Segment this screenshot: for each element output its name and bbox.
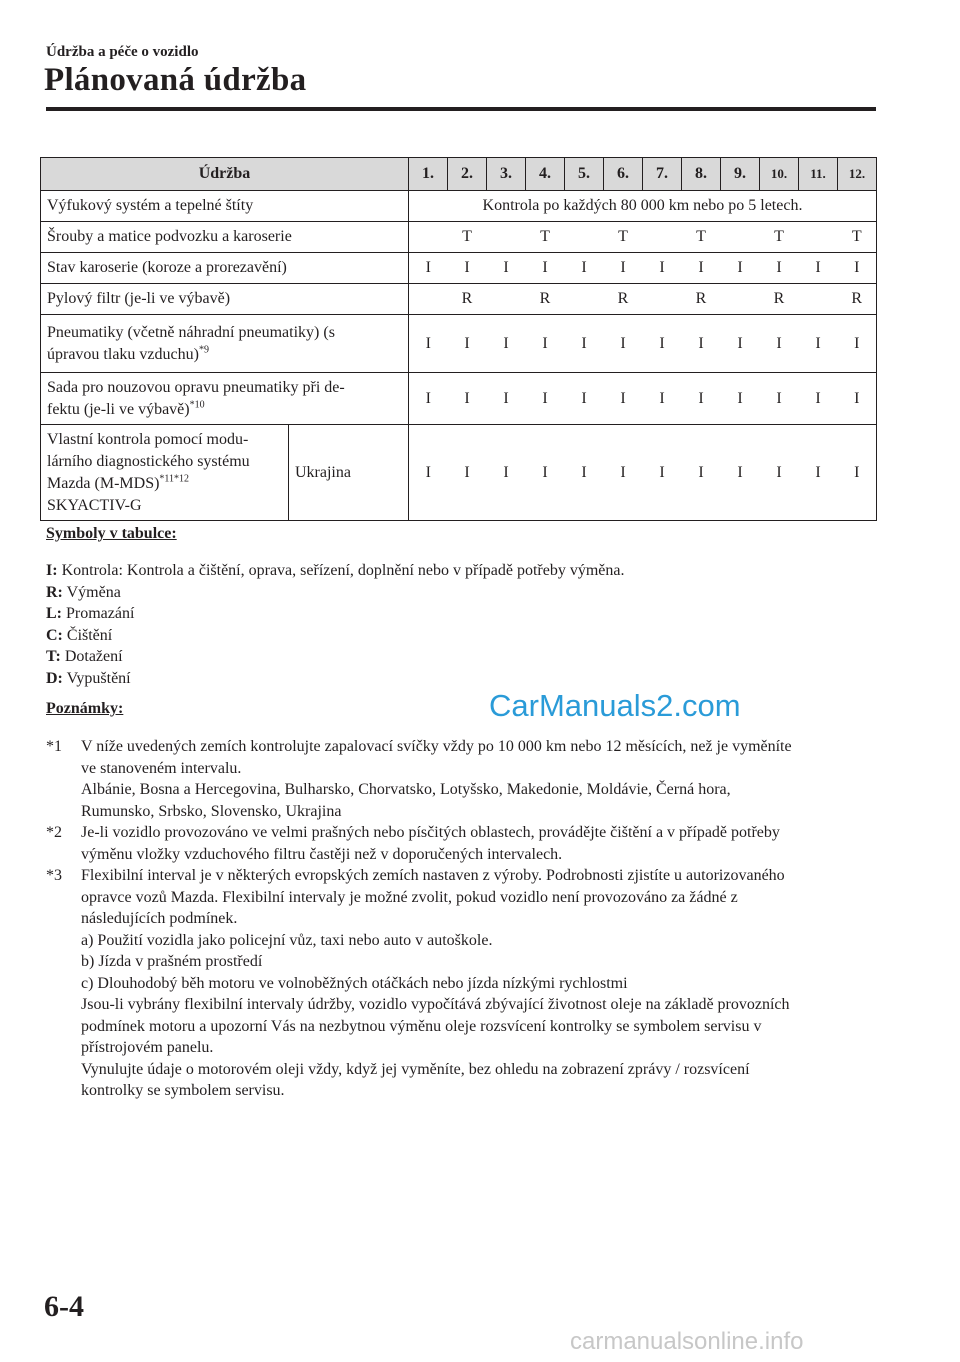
cell (799, 222, 838, 253)
table-row (41, 315, 877, 373)
cell: I (760, 373, 799, 425)
cell: I (526, 315, 565, 373)
symbol-text: Čištění (66, 626, 113, 644)
note-line: Rumunsko, Srbsko, Slovensko, Ukrajina (81, 802, 342, 820)
symbol-text: Výměna (66, 583, 121, 601)
cell: I (838, 425, 877, 521)
cell: I (760, 315, 799, 373)
list-item (46, 625, 625, 647)
list-item (46, 560, 625, 582)
note-line: ve stanoveném intervalu. (81, 759, 242, 777)
cell (565, 284, 604, 315)
header-cell: 9. (721, 158, 760, 191)
table-row (41, 191, 877, 222)
symbol-text: Kontrola: Kontrola a čištění, oprava, seřízení, doplnění nebo v případě potřeby výměna. (61, 562, 625, 579)
cell: I (409, 315, 448, 373)
header-cell: 2. (448, 158, 487, 191)
cell: R (682, 284, 721, 315)
cell: I (565, 253, 604, 284)
cell: I (682, 315, 721, 373)
table-header-row (41, 158, 877, 191)
table-row (41, 253, 877, 284)
note-line: opravce vozů Mazda. Flexibilní intervaly je možné zvolit, pokud vozidlo není provozováno za žádné z (81, 888, 738, 906)
cell: I (799, 425, 838, 521)
cell (643, 222, 682, 253)
table-row (41, 284, 877, 315)
note-line: a) Použití vozidla jako policejní vůz, taxi nebo auto v autoškole. (81, 931, 493, 949)
note-line: Flexibilní interval je v některých evropských zemích nastaven z výroby. Podrobnosti zjistíte u autorizovaného (81, 867, 785, 884)
cell: I (448, 253, 487, 284)
note-line: Je-li vozidlo provozováno ve velmi prašných nebo písčitých oblastech, provádějte čištění a v případě potřeby (81, 824, 780, 841)
note-2 (46, 822, 876, 865)
cell: I (604, 253, 643, 284)
note-line: c) Dlouhodobý běh motoru ve volnoběžných otáčkách nebo jízda nízkými rychlostmi (81, 974, 628, 992)
header-cell: 4. (526, 158, 565, 191)
note-3 (46, 865, 876, 1102)
header-cell: 1. (409, 158, 448, 191)
cell: I (643, 315, 682, 373)
header-cell: 3. (487, 158, 526, 191)
cell (721, 284, 760, 315)
row-label: Výfukový systém a tepelné štíty (41, 191, 409, 222)
cell: I (604, 425, 643, 521)
symbol-key: T: (46, 648, 61, 665)
header-cell: 5. (565, 158, 604, 191)
cell: I (682, 425, 721, 521)
cell: R (604, 284, 643, 315)
list-item (46, 582, 625, 604)
symbols-heading: Symboly v tabulce: (46, 525, 177, 542)
symbol-key: D: (46, 669, 63, 687)
note-line: podmínek motoru a upozorní Vás na nezbytnou výměnu oleje rozsvícení kontrolky se symbolem servisu v (81, 1017, 762, 1035)
row-label (41, 315, 409, 373)
header-cell: 8. (682, 158, 721, 191)
cell: I (487, 425, 526, 521)
section-label: Údržba a péče o vozidlo (46, 44, 199, 60)
row-label-line: lárního diagnostického systému (47, 452, 250, 470)
cell (565, 222, 604, 253)
page-title: Plánovaná údržba (44, 62, 307, 98)
cell: T (682, 222, 721, 253)
cell (409, 284, 448, 315)
cell: T (838, 222, 877, 253)
row-label-line: SKYACTIV-G (47, 496, 142, 514)
cell: I (643, 425, 682, 521)
cell: I (448, 425, 487, 521)
note-line: výměnu vložky vzduchového filtru častěji než v doporučených intervalech. (81, 845, 563, 863)
cell: I (526, 425, 565, 521)
footnote-ref: *10 (189, 399, 205, 411)
cell: R (838, 284, 877, 315)
row-label-line: úpravou tlaku vzduchu) (47, 345, 199, 363)
note-1 (46, 736, 876, 822)
cell (643, 284, 682, 315)
row-label (41, 373, 409, 425)
note-line: b) Jízda v prašném prostředí (81, 953, 263, 970)
table-row (41, 425, 877, 521)
notes-heading: Poznámky: (46, 700, 124, 717)
cell: R (448, 284, 487, 315)
cell (409, 222, 448, 253)
cell: I (604, 373, 643, 425)
note-mark: *2 (46, 824, 62, 841)
note-line: V níže uvedených zemích kontrolujte zapalovací svíčky vždy po 10 000 km nebo 12 měsících, než je vyměníte (81, 738, 792, 755)
notes-list (46, 736, 876, 1102)
cell (799, 284, 838, 315)
maintenance-table (40, 157, 877, 521)
cell: I (643, 253, 682, 284)
symbols-list (46, 560, 625, 689)
row-note: Kontrola po každých 80 000 km nebo po 5 letech. (409, 191, 877, 222)
cell: I (838, 373, 877, 425)
cell: T (604, 222, 643, 253)
header-cell: 7. (643, 158, 682, 191)
cell: I (448, 373, 487, 425)
row-label: Stav karoserie (koroze a prorezavění) (41, 253, 409, 284)
cell: R (526, 284, 565, 315)
header-cell: 12. (838, 158, 877, 191)
cell: I (487, 315, 526, 373)
list-item (46, 603, 625, 625)
list-item (46, 646, 625, 668)
row-label-line: Mazda (M-MDS) (47, 474, 160, 492)
cell: I (838, 315, 877, 373)
note-line: kontrolky se symbolem servisu. (81, 1082, 285, 1099)
cell: I (721, 373, 760, 425)
symbol-key: L: (46, 605, 62, 622)
cell: I (604, 315, 643, 373)
cell: I (526, 253, 565, 284)
note-line: Jsou-li vybrány flexibilní intervaly údržby, vozidlo vypočítává zbývající životnost oleje na základě provozních (81, 996, 790, 1013)
row-label-line: Pneumatiky (včetně náhradní pneumatiky) (s (47, 323, 335, 341)
symbol-key: R: (46, 583, 63, 601)
cell: T (760, 222, 799, 253)
symbol-key: I: (46, 562, 58, 579)
note-mark: *3 (46, 867, 62, 884)
cell (721, 222, 760, 253)
title-rule (46, 107, 876, 111)
cell: I (760, 253, 799, 284)
footnote-ref: *9 (198, 344, 209, 356)
cell: I (409, 253, 448, 284)
cell: I (721, 315, 760, 373)
cell: I (838, 253, 877, 284)
cell: I (643, 373, 682, 425)
header-cell-udrzba: Údržba (41, 158, 409, 191)
symbol-text: Promazání (66, 605, 135, 622)
cell: T (526, 222, 565, 253)
header-cell: 11. (799, 158, 838, 191)
symbol-key: C: (46, 626, 63, 644)
table-row (41, 373, 877, 425)
cell: I (682, 253, 721, 284)
header-cell: 10. (760, 158, 799, 191)
row-label-line: fektu (je-li ve výbavě) (47, 400, 190, 418)
cell: I (721, 425, 760, 521)
note-line: přístrojovém panelu. (81, 1039, 214, 1056)
cell: I (565, 425, 604, 521)
cell: I (487, 373, 526, 425)
header-cell: 6. (604, 158, 643, 191)
cell: I (409, 425, 448, 521)
row-label: Šrouby a matice podvozku a karoserie (41, 222, 409, 253)
note-line: následujících podmínek. (81, 910, 238, 927)
note-line: Albánie, Bosna a Hercegovina, Bulharsko, Chorvatsko, Lotyšsko, Makedonie, Moldávie, Černá hora, (81, 781, 731, 798)
row-label: Pylový filtr (je-li ve výbavě) (41, 284, 409, 315)
cell: I (448, 315, 487, 373)
cell (487, 222, 526, 253)
cell: I (565, 315, 604, 373)
note-line: Vynulujte údaje o motorovém oleji vždy, když jej vyměníte, bez ohledu na zobrazení zprávy / rozsvícení (81, 1060, 750, 1078)
note-mark: *1 (46, 738, 62, 755)
cell: I (799, 315, 838, 373)
symbol-text: Vypuštění (66, 669, 131, 687)
cell: I (409, 373, 448, 425)
symbol-text: Dotažení (64, 648, 123, 665)
footer-watermark: carmanualsonline.info (570, 1328, 804, 1355)
row-label (41, 425, 289, 521)
region-cell: Ukrajina (289, 425, 409, 521)
list-item (46, 668, 625, 690)
table-row (41, 222, 877, 253)
cell: R (760, 284, 799, 315)
cell: I (760, 425, 799, 521)
footnote-ref: *11*12 (159, 473, 190, 485)
page-number: 6-4 (44, 1290, 84, 1323)
cell: T (448, 222, 487, 253)
cell: I (799, 253, 838, 284)
row-label-line: Vlastní kontrola pomocí modu- (47, 430, 249, 448)
cell (487, 284, 526, 315)
watermark-logo: CarManuals2.com (489, 688, 741, 723)
cell: I (721, 253, 760, 284)
cell: I (526, 373, 565, 425)
cell: I (565, 373, 604, 425)
cell: I (487, 253, 526, 284)
cell: I (799, 373, 838, 425)
row-label-line: Sada pro nouzovou opravu pneumatiky při de- (47, 378, 345, 396)
cell: I (682, 373, 721, 425)
